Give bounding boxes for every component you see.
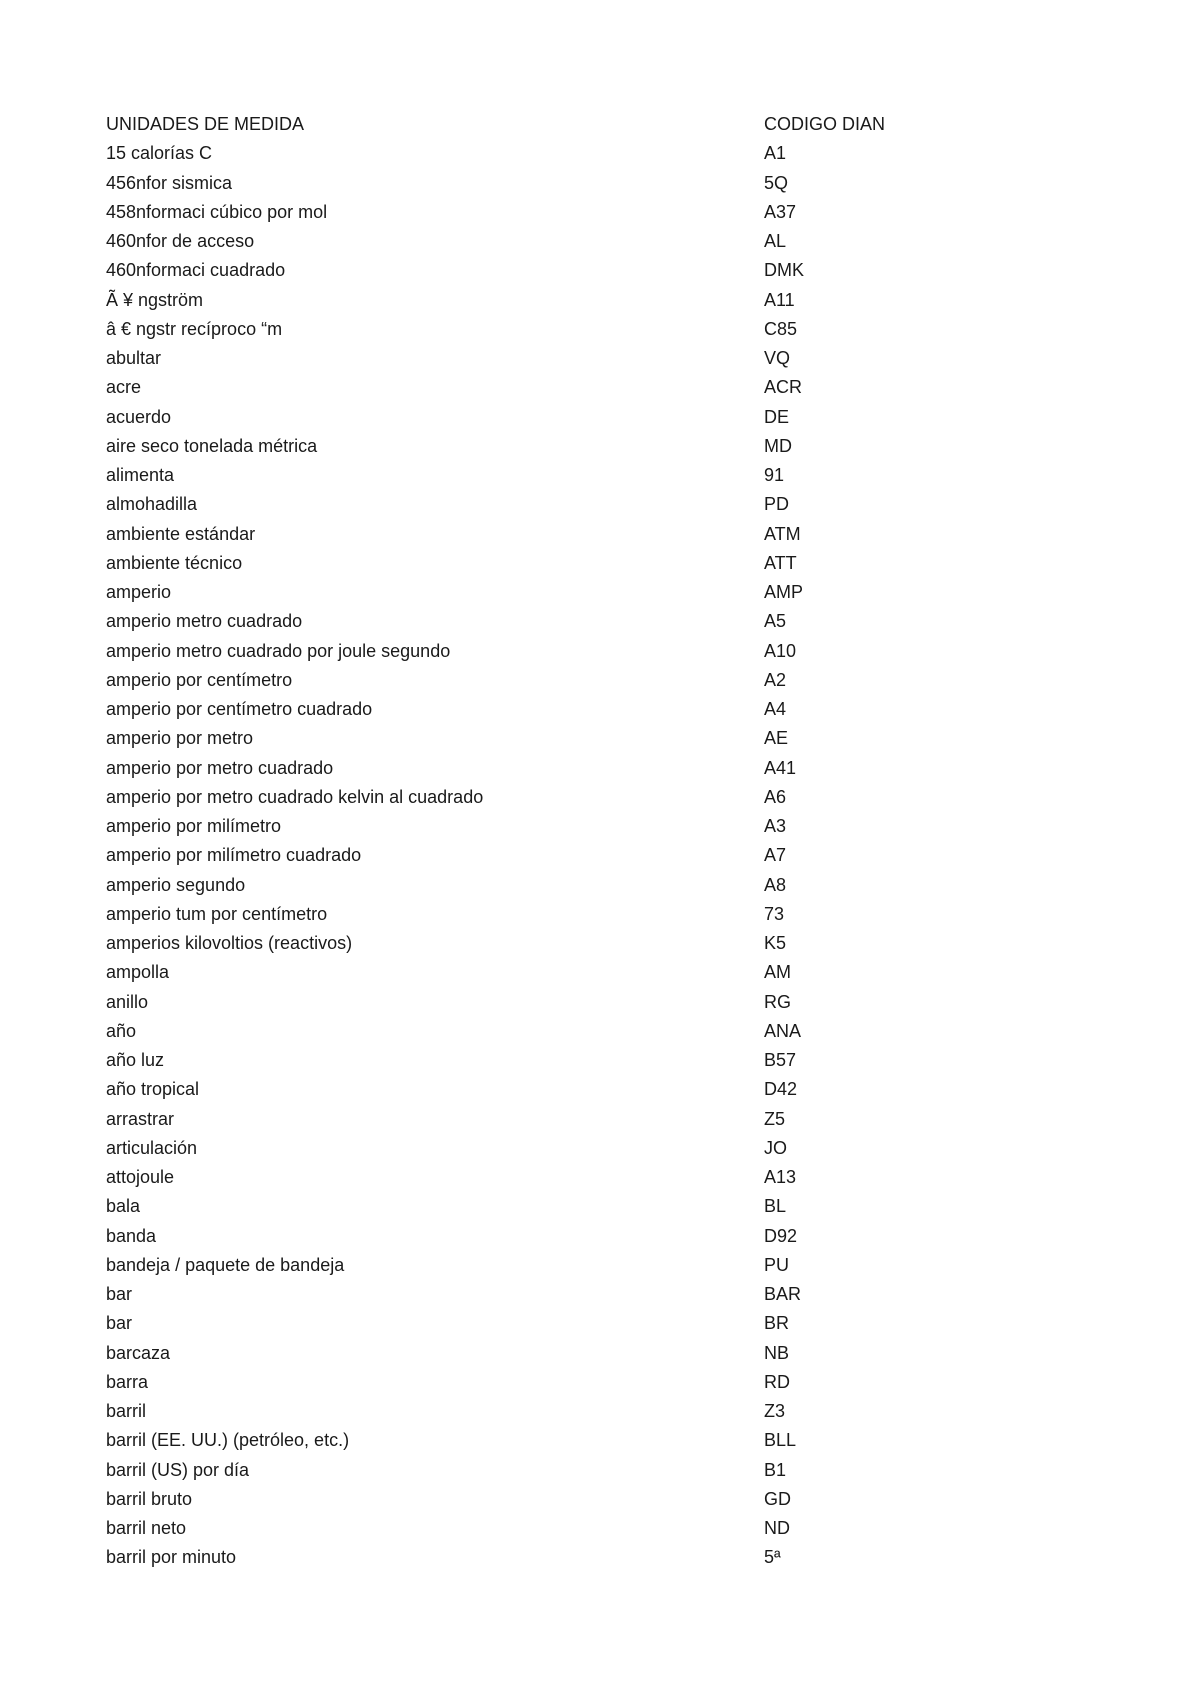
unit-cell: articulación bbox=[106, 1137, 198, 1158]
table-row bbox=[106, 900, 1006, 929]
table-row bbox=[106, 871, 1006, 900]
code-cell: A13 bbox=[764, 1167, 797, 1187]
table-row bbox=[106, 812, 1006, 841]
code-cell: A1 bbox=[764, 143, 787, 164]
code-cell: PU bbox=[764, 1254, 790, 1275]
unit-cell: 456nfor sismica bbox=[106, 172, 233, 193]
code-cell: 91 bbox=[764, 465, 785, 485]
unit-cell: amperio metro cuadrado bbox=[106, 611, 303, 632]
unit-cell: bar bbox=[106, 1284, 133, 1304]
code-cell: ATT bbox=[764, 552, 797, 573]
table-row bbox=[106, 1514, 1006, 1543]
code-cell: A4 bbox=[764, 699, 787, 719]
table-row bbox=[106, 783, 1006, 812]
code-cell: DE bbox=[764, 406, 790, 427]
code-cell: AMP bbox=[764, 582, 804, 602]
table-row bbox=[106, 198, 1006, 227]
table-row bbox=[106, 1280, 1006, 1309]
unit-cell: año luz bbox=[106, 1050, 165, 1070]
code-cell: NB bbox=[764, 1342, 790, 1363]
code-cell: Z3 bbox=[764, 1401, 786, 1421]
table-row bbox=[106, 169, 1006, 198]
code-cell: RG bbox=[764, 991, 791, 1012]
table-row bbox=[106, 637, 1006, 666]
code-cell: PD bbox=[764, 494, 790, 515]
code-cell: Z5 bbox=[764, 1108, 786, 1129]
code-cell: B57 bbox=[764, 1050, 797, 1070]
unit-cell: barril (US) por día bbox=[106, 1459, 250, 1480]
code-cell: A3 bbox=[764, 816, 787, 836]
table-row bbox=[106, 286, 1006, 315]
unit-cell: barril bbox=[106, 1401, 147, 1421]
table-row bbox=[106, 724, 1006, 753]
code-cell: D92 bbox=[764, 1225, 798, 1246]
unit-cell: amperio tum por centímetro bbox=[106, 903, 328, 924]
code-cell: AE bbox=[764, 728, 789, 749]
table-row bbox=[106, 1046, 1006, 1075]
unit-cell: amperio por metro bbox=[106, 728, 254, 749]
unit-cell: amperio por metro cuadrado kelvin al cuadrado bbox=[106, 786, 484, 807]
code-cell: ANA bbox=[764, 1020, 802, 1041]
code-cell: K5 bbox=[764, 933, 787, 953]
table-row bbox=[106, 1543, 1006, 1572]
code-cell: 73 bbox=[764, 903, 785, 924]
table-row bbox=[106, 1192, 1006, 1221]
table-row bbox=[106, 1105, 1006, 1134]
table-row bbox=[106, 958, 1006, 987]
table-row bbox=[106, 1368, 1006, 1397]
unit-cell: 460nfor de acceso bbox=[106, 231, 255, 251]
unit-cell: alimenta bbox=[106, 465, 175, 485]
code-cell: B1 bbox=[764, 1459, 787, 1480]
code-cell: A8 bbox=[764, 874, 787, 895]
code-cell: 5ª bbox=[764, 1547, 781, 1568]
unit-cell: Ã ¥ ngström bbox=[106, 289, 204, 310]
table-row bbox=[106, 432, 1006, 461]
unit-cell: amperio por centímetro cuadrado bbox=[106, 699, 373, 719]
unit-cell: año tropical bbox=[106, 1079, 200, 1100]
code-cell: A5 bbox=[764, 611, 787, 632]
code-cell: BLL bbox=[764, 1430, 797, 1451]
table-row bbox=[106, 1485, 1006, 1514]
unit-cell: barril (EE. UU.) (petróleo, etc.) bbox=[106, 1430, 350, 1451]
unit-cell: amperios kilovoltios (reactivos) bbox=[106, 933, 353, 953]
code-cell: JO bbox=[764, 1137, 788, 1158]
code-cell: VQ bbox=[764, 348, 791, 368]
code-cell: RD bbox=[764, 1371, 790, 1392]
units-table bbox=[106, 110, 1006, 1573]
code-cell: ND bbox=[764, 1518, 790, 1538]
unit-cell: año bbox=[106, 1020, 137, 1041]
table-row bbox=[106, 1075, 1006, 1104]
unit-cell: amperio por milímetro cuadrado bbox=[106, 845, 362, 866]
table-row bbox=[106, 1163, 1006, 1192]
unit-cell: amperio segundo bbox=[106, 874, 246, 895]
unit-cell: barra bbox=[106, 1371, 149, 1392]
unit-cell: bandeja / paquete de bandeja bbox=[106, 1254, 345, 1275]
table-row bbox=[106, 490, 1006, 519]
unit-cell: bar bbox=[106, 1313, 133, 1334]
code-cell: A41 bbox=[764, 757, 797, 778]
code-cell: AM bbox=[764, 962, 791, 983]
table-row bbox=[106, 695, 1006, 724]
unit-cell: arrastrar bbox=[106, 1108, 175, 1129]
table-row bbox=[106, 666, 1006, 695]
unit-cell: aire seco tonelada métrica bbox=[106, 435, 318, 456]
unit-cell: barril por minuto bbox=[106, 1547, 237, 1568]
unit-cell: bala bbox=[106, 1196, 141, 1217]
code-cell: ATM bbox=[764, 523, 801, 544]
unit-cell: banda bbox=[106, 1225, 157, 1246]
unit-cell: barril bruto bbox=[106, 1488, 193, 1509]
table-row bbox=[106, 549, 1006, 578]
unit-cell: acre bbox=[106, 377, 142, 398]
table-row bbox=[106, 578, 1006, 607]
code-cell: AL bbox=[764, 231, 787, 251]
code-cell: BR bbox=[764, 1313, 790, 1334]
table-row bbox=[106, 403, 1006, 432]
code-cell: BAR bbox=[764, 1284, 802, 1304]
table-row bbox=[106, 1426, 1006, 1455]
table-row bbox=[106, 929, 1006, 958]
unit-cell: ambiente estándar bbox=[106, 523, 256, 544]
table-row bbox=[106, 1134, 1006, 1163]
unit-cell: anillo bbox=[106, 991, 149, 1012]
unit-cell: amperio por milímetro bbox=[106, 816, 282, 836]
unit-cell: attojoule bbox=[106, 1167, 175, 1187]
unit-cell: abultar bbox=[106, 348, 162, 368]
code-cell: A6 bbox=[764, 786, 787, 807]
unit-cell: barcaza bbox=[106, 1342, 171, 1363]
unit-cell: amperio metro cuadrado por joule segundo bbox=[106, 640, 451, 661]
table-row bbox=[106, 841, 1006, 870]
table-row bbox=[106, 461, 1006, 490]
code-cell: A10 bbox=[764, 640, 797, 661]
code-cell: DMK bbox=[764, 260, 804, 281]
header-code: CODIGO DIAN bbox=[764, 114, 886, 134]
code-cell: A2 bbox=[764, 669, 787, 690]
unit-cell: ambiente técnico bbox=[106, 552, 243, 573]
table-row bbox=[106, 1222, 1006, 1251]
table-row bbox=[106, 1017, 1006, 1046]
unit-cell: acuerdo bbox=[106, 406, 172, 427]
unit-cell: amperio por centímetro bbox=[106, 669, 293, 690]
table-row bbox=[106, 1397, 1006, 1426]
unit-cell: barril neto bbox=[106, 1518, 187, 1538]
code-cell: A11 bbox=[764, 289, 795, 310]
unit-cell: ampolla bbox=[106, 962, 170, 983]
table-row bbox=[106, 315, 1006, 344]
table-body bbox=[106, 139, 1006, 1572]
table-row bbox=[106, 988, 1006, 1017]
unit-cell: amperio bbox=[106, 582, 172, 602]
code-cell: C85 bbox=[764, 318, 798, 339]
code-cell: ACR bbox=[764, 377, 803, 398]
unit-cell: 460nformaci cuadrado bbox=[106, 260, 286, 281]
code-cell: GD bbox=[764, 1488, 791, 1509]
unit-cell: almohadilla bbox=[106, 494, 198, 515]
unit-cell: 458nformaci cúbico por mol bbox=[106, 201, 328, 222]
code-cell: A7 bbox=[764, 845, 787, 866]
table-row bbox=[106, 520, 1006, 549]
table-row bbox=[106, 1309, 1006, 1338]
table-row bbox=[106, 344, 1006, 373]
table-row bbox=[106, 754, 1006, 783]
code-cell: BL bbox=[764, 1196, 787, 1217]
table-row bbox=[106, 1251, 1006, 1280]
code-cell: 5Q bbox=[764, 172, 789, 193]
table-row bbox=[106, 1456, 1006, 1485]
table-row bbox=[106, 139, 1006, 168]
code-cell: D42 bbox=[764, 1079, 798, 1100]
table-header-row bbox=[106, 110, 1006, 139]
unit-cell: 15 calorías C bbox=[106, 143, 213, 164]
header-unit: UNIDADES DE MEDIDA bbox=[106, 114, 305, 134]
table-row bbox=[106, 1339, 1006, 1368]
table-row bbox=[106, 373, 1006, 402]
code-cell: A37 bbox=[764, 201, 797, 222]
table-row bbox=[106, 227, 1006, 256]
unit-cell: amperio por metro cuadrado bbox=[106, 757, 334, 778]
unit-cell: â € ngstr recíproco “m bbox=[106, 318, 283, 339]
table-row bbox=[106, 256, 1006, 285]
table-row bbox=[106, 607, 1006, 636]
code-cell: MD bbox=[764, 435, 792, 456]
